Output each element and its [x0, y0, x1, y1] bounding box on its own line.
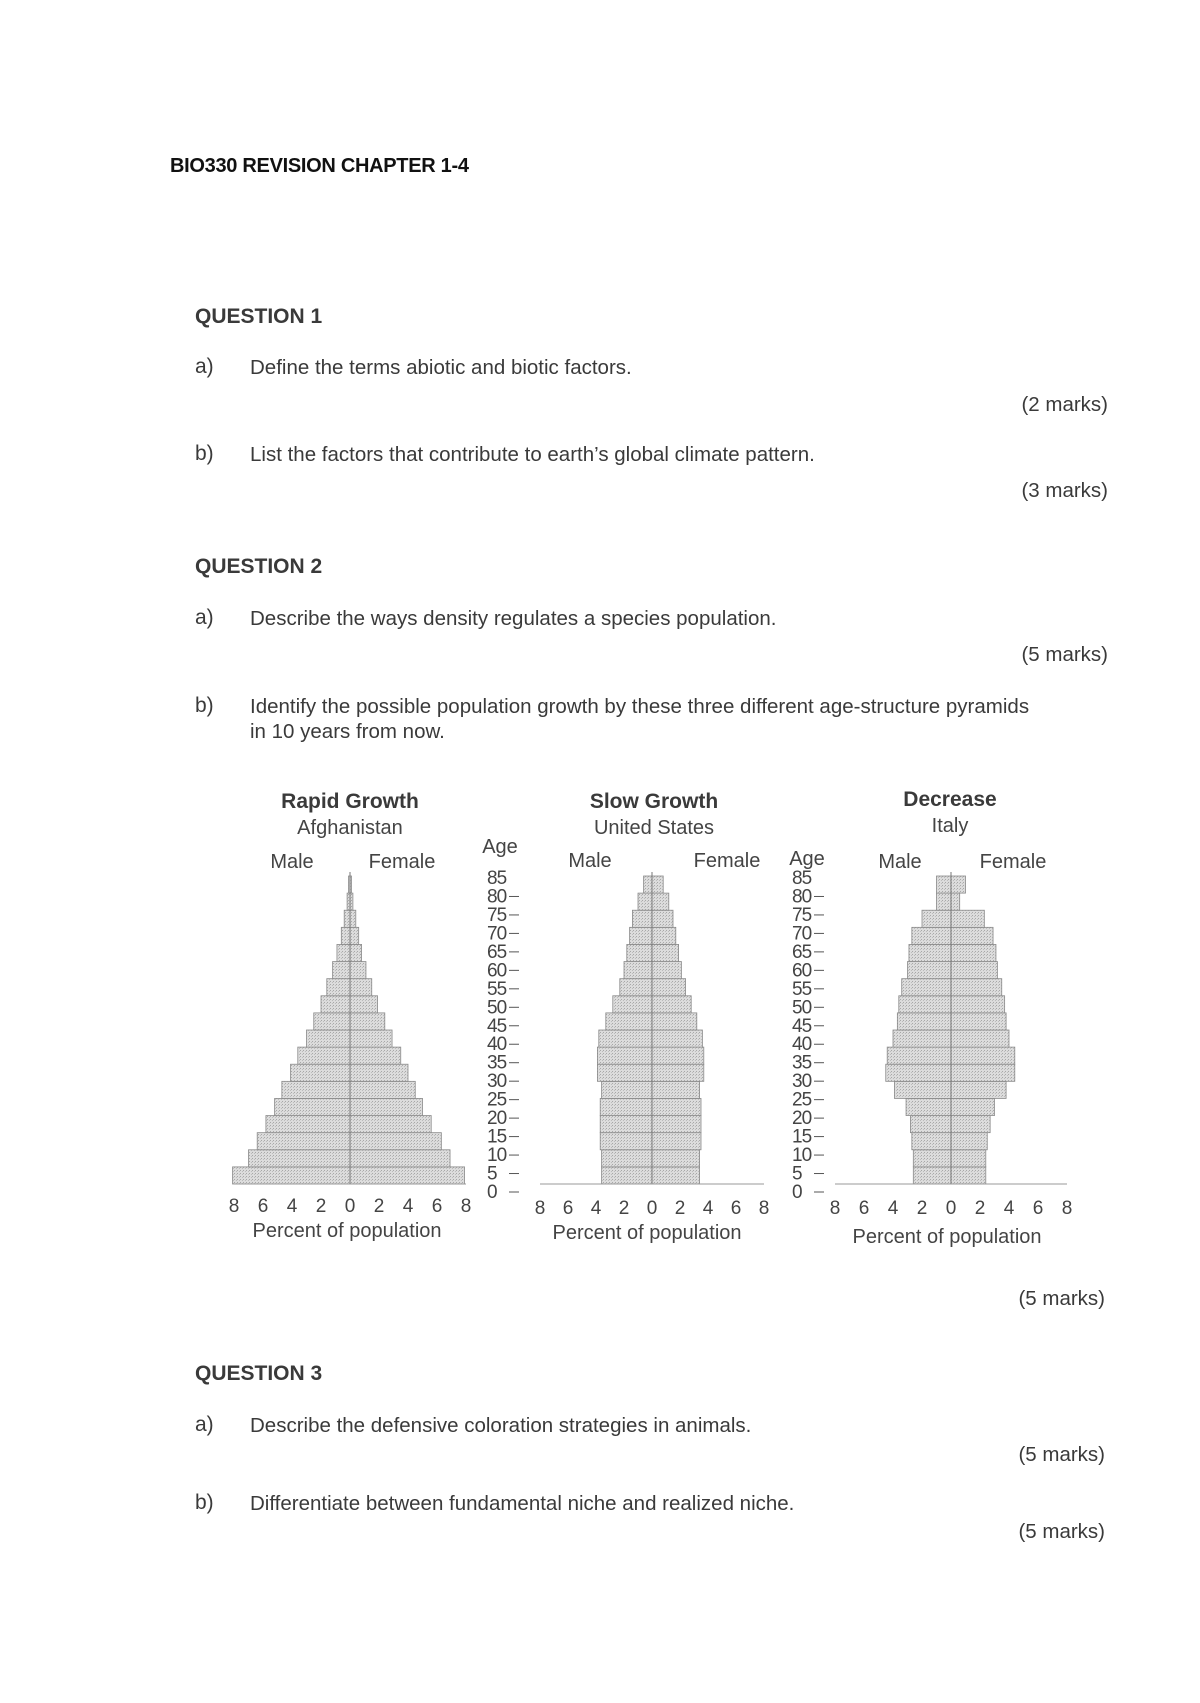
chart-1-female-label: Female — [368, 851, 436, 873]
x-tick-label: 2 — [373, 1196, 385, 1217]
female-bar — [951, 1098, 995, 1115]
female-bar — [951, 1047, 1015, 1064]
age-axis-1-label: Age — [482, 836, 518, 858]
female-bar — [350, 1047, 401, 1064]
male-bar — [344, 910, 350, 927]
age-tick-label: 50 — [487, 997, 507, 1019]
x-tick-label: 2 — [674, 1198, 686, 1219]
female-bar — [951, 876, 966, 893]
female-bar — [350, 1081, 415, 1098]
female-bar — [350, 1133, 441, 1150]
age-tick-label: 10 — [487, 1145, 507, 1167]
male-bar — [341, 927, 350, 944]
male-bar — [257, 1133, 350, 1150]
male-bar — [600, 1133, 652, 1150]
question-1a-marks: (2 marks) — [1021, 393, 1108, 416]
male-bar — [321, 996, 350, 1013]
female-bar — [951, 1013, 1006, 1030]
female-bar — [350, 1013, 385, 1030]
female-bar — [951, 1150, 986, 1167]
male-bar — [638, 893, 652, 910]
x-tick-label: 4 — [887, 1198, 899, 1219]
question-3a-text: Describe the defensive coloration strategies in animals. — [250, 1414, 752, 1437]
x-tick-label: 2 — [916, 1198, 928, 1219]
female-bar — [350, 1030, 392, 1047]
male-bar — [913, 1150, 951, 1167]
male-bar — [233, 1167, 350, 1184]
chart-3-female-label: Female — [979, 851, 1047, 873]
question-2b-label: b) — [195, 694, 214, 717]
question-3a-marks: (5 marks) — [1018, 1443, 1105, 1466]
male-bar — [333, 962, 350, 979]
x-tick-label: 4 — [590, 1198, 602, 1219]
x-tick-label: 0 — [646, 1198, 658, 1219]
male-bar — [282, 1081, 350, 1098]
male-bar — [620, 979, 652, 996]
age-tick-label: 80 — [792, 886, 812, 908]
age-tick-label: 70 — [792, 923, 812, 945]
x-tick-label: 4 — [286, 1196, 298, 1217]
chart-2-title: Slow Growth — [589, 790, 719, 813]
male-bar — [627, 944, 652, 961]
age-axis-2-label: Age — [789, 848, 825, 870]
male-bar — [249, 1150, 351, 1167]
x-tick-label: 8 — [460, 1196, 472, 1217]
age-tick-label: 25 — [792, 1089, 812, 1111]
male-bar — [893, 1030, 951, 1047]
document-title: BIO330 REVISION CHAPTER 1-4 — [170, 155, 469, 177]
age-tick-label: 10 — [792, 1145, 812, 1167]
chart-1-subtitle: Afghanistan — [297, 817, 403, 839]
question-1a-label: a) — [195, 355, 214, 378]
male-bar — [298, 1047, 350, 1064]
female-bar — [652, 1116, 701, 1133]
age-axis-1 — [482, 836, 519, 1203]
question-1b-text: List the factors that contribute to earth’s global climate pattern. — [250, 443, 815, 466]
female-bar — [652, 962, 681, 979]
x-tick-label: 6 — [730, 1198, 742, 1219]
chart-3-title: Decrease — [903, 788, 997, 811]
male-bar — [913, 1167, 951, 1184]
female-bar — [350, 996, 378, 1013]
question-1-heading: QUESTION 1 — [195, 305, 323, 328]
age-tick-label: 85 — [792, 868, 812, 889]
question-2b-text-line2: in 10 years from now. — [250, 720, 445, 743]
question-2-heading: QUESTION 2 — [195, 555, 323, 578]
chart-2-male-label: Male — [568, 850, 612, 872]
female-bar — [951, 962, 997, 979]
female-bar — [951, 893, 960, 910]
age-axis-1-ticks — [487, 868, 519, 1203]
male-bar — [912, 1133, 951, 1150]
female-bar — [652, 1150, 700, 1167]
age-tick-label: 65 — [792, 941, 812, 963]
male-bar — [597, 1047, 652, 1064]
x-tick-label: 6 — [1032, 1198, 1044, 1219]
male-bar — [599, 1030, 652, 1047]
female-bar — [652, 1133, 701, 1150]
female-bar — [951, 1116, 990, 1133]
age-tick-label: 35 — [487, 1052, 507, 1074]
age-tick-label: 45 — [487, 1015, 507, 1037]
female-bar — [951, 1030, 1009, 1047]
female-bar — [652, 910, 673, 927]
age-tick-label: 80 — [487, 886, 507, 908]
male-bar — [908, 962, 952, 979]
female-bar — [350, 1167, 465, 1184]
age-tick-label: 25 — [487, 1089, 507, 1111]
age-tick-label: 5 — [792, 1163, 802, 1185]
male-bar — [937, 876, 952, 893]
female-bar — [951, 910, 984, 927]
age-tick-label: 20 — [487, 1108, 507, 1130]
male-bar — [600, 1116, 652, 1133]
chart-2-subtitle: United States — [593, 817, 715, 839]
age-tick-label: 65 — [487, 941, 507, 963]
male-bar — [613, 996, 652, 1013]
question-2b-marks: (5 marks) — [1018, 1287, 1105, 1310]
chart-2-x-ticks — [535, 1198, 770, 1219]
x-tick-label: 8 — [534, 1198, 546, 1219]
age-tick-label: 70 — [487, 923, 507, 945]
female-bar — [350, 1116, 431, 1133]
age-tick-label: 15 — [792, 1126, 812, 1148]
age-tick-label: 55 — [487, 978, 507, 1000]
age-tick-label: 55 — [792, 978, 812, 1000]
female-bar — [951, 944, 996, 961]
age-tick-label: 50 — [792, 997, 812, 1019]
question-1a-text: Define the terms abiotic and biotic factors. — [250, 356, 632, 379]
female-bar — [350, 1064, 408, 1081]
x-tick-label: 4 — [1003, 1198, 1015, 1219]
pyramid-rapid-growth — [229, 790, 472, 1242]
male-bar — [909, 944, 951, 961]
x-tick-label: 8 — [758, 1198, 770, 1219]
question-1b-label: b) — [195, 442, 214, 465]
male-bar — [307, 1030, 351, 1047]
age-tick-label: 75 — [792, 904, 812, 926]
female-bar — [652, 1081, 700, 1098]
male-bar — [600, 1098, 652, 1115]
male-bar — [899, 996, 951, 1013]
x-tick-label: 2 — [618, 1198, 630, 1219]
female-bar — [951, 996, 1005, 1013]
question-3-heading: QUESTION 3 — [195, 1362, 323, 1385]
female-bar — [652, 944, 679, 961]
male-bar — [602, 1167, 652, 1184]
female-bar — [951, 1133, 987, 1150]
male-bar — [632, 910, 652, 927]
chart-1-x-ticks — [229, 1196, 472, 1217]
age-tick-label: 5 — [487, 1163, 497, 1185]
female-bar — [951, 1064, 1015, 1081]
x-tick-label: 6 — [562, 1198, 574, 1219]
male-bar — [606, 1013, 652, 1030]
chart-1-male-label: Male — [270, 851, 314, 873]
chart-3-subtitle: Italy — [931, 815, 969, 837]
female-bar — [951, 979, 1002, 996]
question-2b-text-line1: Identify the possible population growth by these three different age-structure pyramids — [250, 695, 1030, 718]
male-bar — [291, 1064, 350, 1081]
female-bar — [652, 979, 686, 996]
female-bar — [652, 1013, 697, 1030]
x-tick-label: 4 — [702, 1198, 714, 1219]
female-bar — [652, 876, 663, 893]
x-tick-label: 0 — [344, 1196, 356, 1217]
question-1b-marks: (3 marks) — [1021, 479, 1108, 502]
female-bar — [951, 1081, 1006, 1098]
question-2a-label: a) — [195, 606, 214, 629]
age-tick-label: 45 — [792, 1015, 812, 1037]
male-bar — [597, 1064, 652, 1081]
female-bar — [652, 996, 691, 1013]
x-tick-label: 2 — [315, 1196, 327, 1217]
age-tick-label: 30 — [792, 1071, 812, 1093]
male-bar — [894, 1081, 951, 1098]
female-bar — [350, 1150, 450, 1167]
male-bar — [602, 1150, 652, 1167]
question-3a-label: a) — [195, 1413, 214, 1436]
age-tick-label: 35 — [792, 1052, 812, 1074]
age-tick-label: 40 — [792, 1034, 812, 1056]
age-tick-label: 0 — [487, 1182, 497, 1203]
age-tick-label: 40 — [487, 1034, 507, 1056]
x-tick-label: 8 — [829, 1198, 841, 1219]
age-tick-label: 75 — [487, 904, 507, 926]
x-tick-label: 6 — [431, 1196, 443, 1217]
age-tick-label: 20 — [792, 1108, 812, 1130]
age-tick-label: 30 — [487, 1071, 507, 1093]
male-bar — [922, 910, 951, 927]
female-bar — [350, 944, 362, 961]
chart-1-xlabel: Percent of population — [252, 1220, 442, 1242]
female-bar — [652, 893, 669, 910]
chart-1-title: Rapid Growth — [281, 790, 419, 813]
x-tick-label: 8 — [1061, 1198, 1073, 1219]
x-tick-label: 2 — [974, 1198, 986, 1219]
female-bar — [652, 1064, 704, 1081]
chart-2-female-label: Female — [693, 850, 761, 872]
female-bar — [652, 1047, 704, 1064]
female-bar — [652, 927, 676, 944]
male-bar — [906, 1098, 951, 1115]
chart-3-male-label: Male — [878, 851, 922, 873]
male-bar — [644, 876, 652, 893]
pyramid-slow-growth — [535, 790, 770, 1244]
female-bar — [350, 910, 356, 927]
female-bar — [350, 1098, 423, 1115]
age-axis-2-ticks — [792, 868, 824, 1203]
male-bar — [266, 1116, 350, 1133]
chart-1-bars — [233, 872, 466, 1184]
male-bar — [902, 979, 951, 996]
age-tick-label: 60 — [792, 960, 812, 982]
x-tick-label: 8 — [228, 1196, 240, 1217]
female-bar — [652, 1098, 701, 1115]
female-bar — [951, 927, 993, 944]
female-bar — [350, 962, 366, 979]
age-tick-label: 15 — [487, 1126, 507, 1148]
male-bar — [937, 893, 952, 910]
male-bar — [602, 1081, 652, 1098]
male-bar — [897, 1013, 951, 1030]
chart-2-xlabel: Percent of population — [552, 1222, 742, 1244]
question-2a-marks: (5 marks) — [1021, 643, 1108, 666]
female-bar — [951, 1167, 986, 1184]
age-axis-2 — [789, 848, 825, 1203]
question-2a-text: Describe the ways density regulates a species population. — [250, 607, 777, 630]
male-bar — [887, 1047, 951, 1064]
chart-3-x-ticks — [830, 1198, 1073, 1219]
male-bar — [314, 1013, 350, 1030]
female-bar — [652, 1030, 702, 1047]
female-bar — [350, 979, 372, 996]
age-tick-label: 0 — [792, 1182, 802, 1203]
age-tick-label: 85 — [487, 868, 507, 889]
male-bar — [912, 927, 951, 944]
male-bar — [624, 962, 652, 979]
question-3b-text: Differentiate between fundamental niche and realized niche. — [250, 1492, 795, 1515]
x-tick-label: 0 — [945, 1198, 957, 1219]
chart-3-xlabel: Percent of population — [852, 1226, 1042, 1248]
male-bar — [327, 979, 350, 996]
question-3b-label: b) — [195, 1491, 214, 1514]
x-tick-label: 4 — [402, 1196, 414, 1217]
chart-3-bars — [835, 872, 1067, 1184]
pyramid-decrease — [830, 788, 1073, 1248]
x-tick-label: 6 — [858, 1198, 870, 1219]
chart-2-bars — [540, 872, 764, 1184]
male-bar — [910, 1116, 951, 1133]
male-bar — [337, 944, 350, 961]
male-bar — [886, 1064, 951, 1081]
male-bar — [630, 927, 652, 944]
question-3b-marks: (5 marks) — [1018, 1520, 1105, 1543]
male-bar — [275, 1098, 350, 1115]
female-bar — [652, 1167, 700, 1184]
x-tick-label: 6 — [257, 1196, 269, 1217]
female-bar — [350, 927, 359, 944]
age-tick-label: 60 — [487, 960, 507, 982]
